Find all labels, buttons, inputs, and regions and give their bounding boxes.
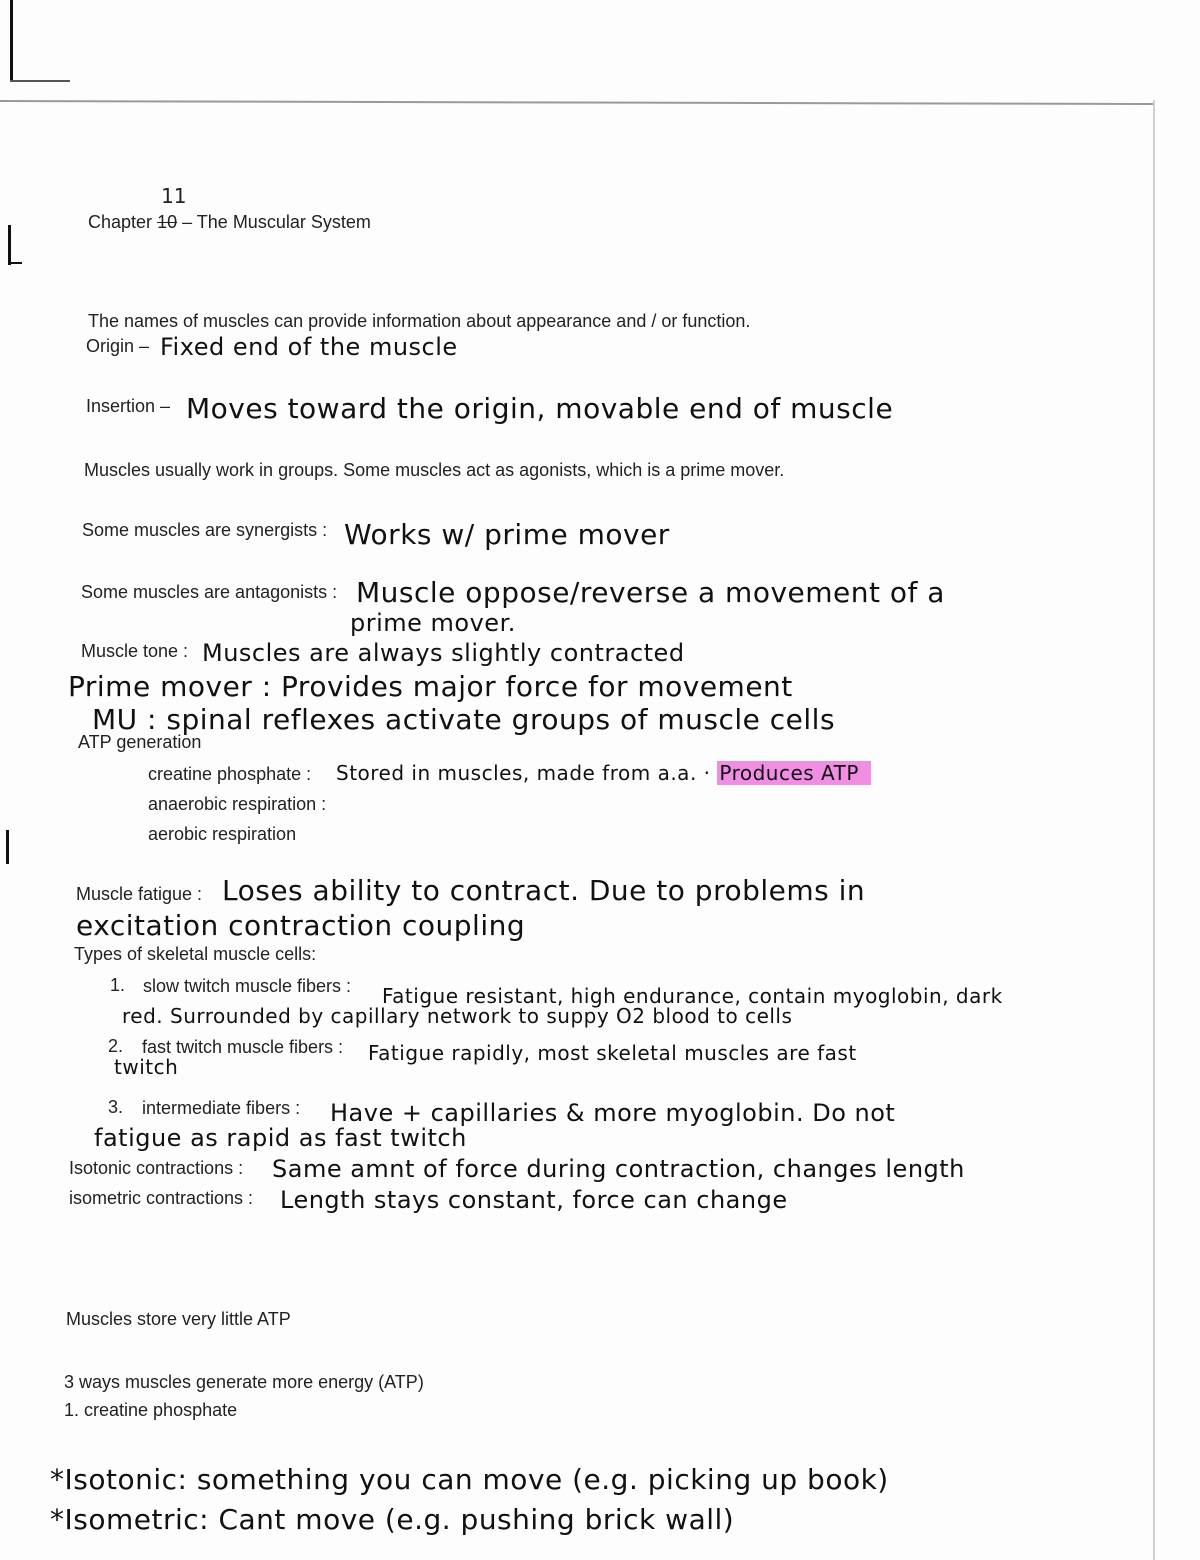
antagonists-note-line1: Muscle oppose/reverse a movement of a xyxy=(356,576,945,609)
type-2-number: 2. xyxy=(108,1036,124,1056)
fatigue-note-line2: excitation contraction coupling xyxy=(76,909,526,942)
types-label: Types of skeletal muscle cells: xyxy=(74,944,317,964)
type-1-note-line1: Fatigue resistant, high endurance, contain myoglobin, dark xyxy=(382,984,1003,1008)
type-1-number: 1. xyxy=(110,975,126,995)
page-edge-top xyxy=(0,100,1155,105)
scan-edge-mark xyxy=(8,225,11,265)
groups-text: Muscles usually work in groups. Some muscles act as agonists, which is a prime mover. xyxy=(84,460,785,480)
antagonists-note-line2: prime mover. xyxy=(350,609,516,637)
atp-item-creatine-note xyxy=(336,761,871,785)
insertion-label: Insertion – xyxy=(86,396,171,416)
atp-item-creatine-label: creatine phosphate : xyxy=(148,764,312,784)
chapter-heading xyxy=(88,184,371,233)
fatigue-note-line1: Loses ability to contract. Due to problems in xyxy=(222,874,866,907)
isometric-note: Length stays constant, force can change xyxy=(280,1186,788,1214)
scan-edge-mark xyxy=(8,262,22,264)
page-edge-right xyxy=(1153,100,1155,1560)
type-3-label: intermediate fibers : xyxy=(142,1098,301,1118)
atp-item-anaerobic-label: anaerobic respiration : xyxy=(148,794,327,814)
type-2-label: fast twitch muscle fibers : xyxy=(142,1037,344,1057)
isotonic-note: Same amnt of force during contraction, changes length xyxy=(272,1155,965,1183)
origin-label: Origin – xyxy=(86,336,150,356)
footnote-isotonic: *Isotonic: something you can move (e.g. picking up book) xyxy=(50,1463,889,1496)
synergists-note: Works w/ prime mover xyxy=(344,518,670,551)
type-1-note-line2: red. Surrounded by capillary network to suppy O2 blood to cells xyxy=(122,1004,793,1028)
atp-item-aerobic-label: aerobic respiration xyxy=(148,824,297,844)
tone-note: Muscles are always slightly contracted xyxy=(202,639,685,667)
store-text: Muscles store very little ATP xyxy=(66,1309,291,1329)
synergists-label: Some muscles are synergists : xyxy=(82,520,328,540)
ways-item-1: 1. creatine phosphate xyxy=(64,1400,238,1420)
chapter-handwritten-number: 11 xyxy=(161,184,187,208)
footnote-isometric: *Isometric: Cant move (e.g. pushing brick wall) xyxy=(50,1503,735,1536)
chapter-printed-number: 10 xyxy=(157,212,178,232)
tone-label: Muscle tone : xyxy=(81,641,189,661)
creatine-highlight: Produces ATP xyxy=(717,761,871,785)
chapter-number xyxy=(157,184,187,233)
type-2-note-line2: twitch xyxy=(114,1055,179,1079)
insertion-note: Moves toward the origin, movable end of muscle xyxy=(186,392,894,425)
scan-edge-mark xyxy=(10,0,13,82)
type-1-label: slow twitch muscle fibers : xyxy=(143,976,352,996)
isometric-label: isometric contractions : xyxy=(69,1188,254,1208)
scan-edge-mark xyxy=(10,80,70,82)
creatine-note-text: Stored in muscles, made from a.a. · xyxy=(336,761,711,785)
ways-title: 3 ways muscles generate more energy (ATP) xyxy=(64,1372,424,1392)
origin-note: Fixed end of the muscle xyxy=(160,333,458,361)
mu-note: MU : spinal reflexes activate groups of muscle cells xyxy=(92,703,836,736)
scan-edge-mark xyxy=(6,830,9,864)
type-2-note-line1: Fatigue rapidly, most skeletal muscles are fast xyxy=(368,1041,857,1065)
chapter-prefix: Chapter xyxy=(88,212,153,232)
atp-generation-label: ATP generation xyxy=(78,732,202,752)
chapter-title: – The Muscular System xyxy=(182,212,371,232)
intro-text: The names of muscles can provide information about appearance and / or function. xyxy=(88,311,751,331)
antagonists-label: Some muscles are antagonists : xyxy=(81,582,338,602)
fatigue-label: Muscle fatigue : xyxy=(76,884,203,904)
isotonic-label: Isotonic contractions : xyxy=(69,1158,244,1178)
type-3-number: 3. xyxy=(108,1097,124,1117)
type-3-note-line2: fatigue as rapid as fast twitch xyxy=(94,1124,467,1152)
prime-mover-note: Prime mover : Provides major force for movement xyxy=(68,670,793,703)
type-3-note-line1: Have + capillaries & more myoglobin. Do not xyxy=(330,1099,896,1127)
